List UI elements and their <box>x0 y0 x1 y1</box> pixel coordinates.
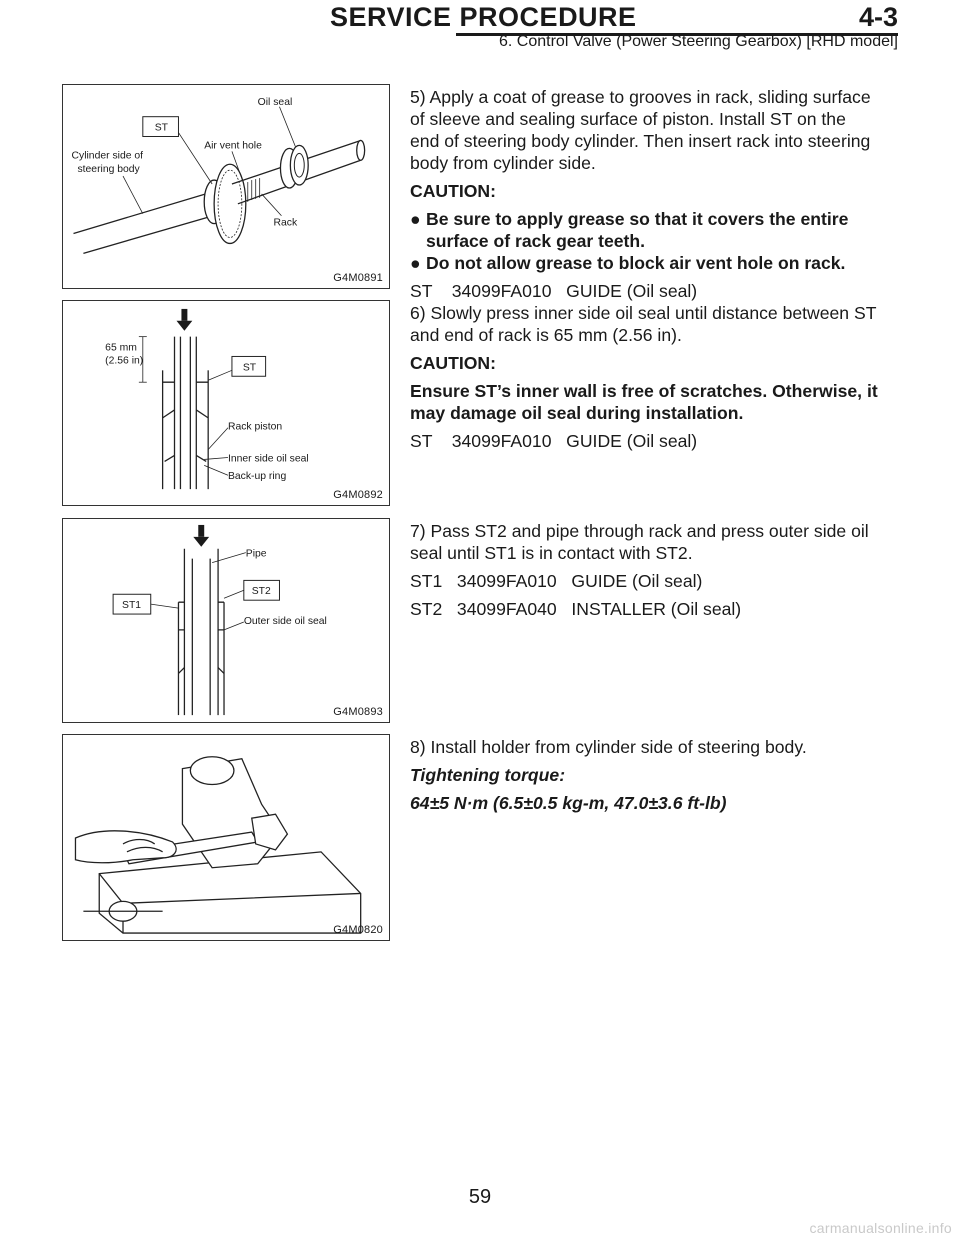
step-5-caution-title: CAUTION: <box>410 181 497 201</box>
step-5-caution-bullet <box>410 252 880 274</box>
fig3-label-pipe: Pipe <box>245 548 267 560</box>
figure-code: G4M0820 <box>333 924 383 936</box>
fig1-label-oil-seal: Oil seal <box>257 96 293 108</box>
step-5-caution-bullet <box>410 208 880 252</box>
bullet-icon: ● <box>410 253 421 273</box>
step-7-block <box>410 520 880 626</box>
figure-code: G4M0892 <box>333 489 383 501</box>
header-title: SERVICE PROCEDURE <box>330 2 637 32</box>
fig3-label-outer-seal: Outer side oil seal <box>243 615 327 627</box>
fig2-label-inner-seal: Inner side oil seal <box>227 453 309 465</box>
fig2-label-st: ST <box>242 362 257 374</box>
inner-oil-seal-illustration <box>63 301 389 505</box>
holder-install-illustration <box>63 735 389 940</box>
figure-rack-insertion <box>62 84 390 289</box>
step-7-special-tool-2: ST2 34099FA040 INSTALLER (Oil seal) <box>410 599 742 619</box>
figure-inner-oil-seal <box>62 300 390 506</box>
figure-holder-install <box>62 734 390 941</box>
watermark: carmanualsonline.info <box>809 1220 952 1236</box>
step-5-block <box>410 86 880 308</box>
step-6-caution-title: CAUTION: <box>410 353 497 373</box>
fig3-label-st2: ST2 <box>251 586 271 598</box>
figure-outer-oil-seal <box>62 518 390 723</box>
fig3-label-st1: ST1 <box>122 600 142 612</box>
step-8-text: 8) Install holder from cylinder side of steering body. <box>410 737 807 757</box>
fig2-label-rack-piston: Rack piston <box>227 421 283 433</box>
page-number: 59 <box>468 1186 492 1208</box>
step-5-bullet-1-text: Be sure to apply grease so that it covers the entire surface of rack gear teeth. <box>426 209 849 251</box>
figure-code: G4M0893 <box>333 706 383 718</box>
outer-oil-seal-illustration <box>63 519 389 722</box>
bullet-icon: ● <box>410 209 421 229</box>
header-section-number: 4-3 <box>858 2 898 32</box>
step-6-special-tool: ST 34099FA010 GUIDE (Oil seal) <box>410 431 698 451</box>
step-5-bullet-2-text: Do not allow grease to block air vent hole on rack. <box>426 253 846 273</box>
fig1-label-cylinder-side-2: steering body <box>77 164 140 176</box>
fig2-label-backup-ring: Back-up ring <box>227 471 287 483</box>
figure-code: G4M0891 <box>333 272 383 284</box>
fig1-label-st: ST <box>154 122 168 134</box>
step-5-special-tool: ST 34099FA010 GUIDE (Oil seal) <box>410 281 698 301</box>
step-8-torque-title: Tightening torque: <box>410 765 566 785</box>
step-8-block <box>410 736 880 820</box>
step-6-text: 6) Slowly press inner side oil seal until distance between ST and end of rack is 65 mm (2.56 in). <box>410 303 877 345</box>
fig1-label-air-vent: Air vent hole <box>204 140 262 152</box>
step-6-block <box>410 302 880 458</box>
fig2-label-dim-in: (2.56 in) <box>105 355 144 367</box>
header-subtitle: 6. Control Valve (Power Steering Gearbox) [RHD model] <box>499 33 898 50</box>
fig2-label-dim-mm: 65 mm <box>105 342 137 354</box>
step-8-torque-value: 64±5 N·m (6.5±0.5 kg-m, 47.0±3.6 ft-lb) <box>410 793 727 813</box>
step-7-text: 7) Pass ST2 and pipe through rack and press outer side oil seal until ST1 is in contact with ST2. <box>410 521 869 563</box>
fig1-label-rack: Rack <box>273 217 298 229</box>
step-6-caution-text: Ensure ST’s inner wall is free of scratches. Otherwise, it may damage oil seal during installation. <box>410 381 878 423</box>
rack-insertion-illustration <box>63 85 389 288</box>
page-header <box>0 0 960 56</box>
step-5-text: 5) Apply a coat of grease to grooves in rack, sliding surface of sleeve and sealing surface of piston. Install ST on the end of steering body cylinder. Then insert rack into steering body from cylinder side. <box>410 87 871 173</box>
fig1-label-cylinder-side-1: Cylinder side of <box>71 150 144 162</box>
step-7-special-tool-1: ST1 34099FA010 GUIDE (Oil seal) <box>410 571 703 591</box>
